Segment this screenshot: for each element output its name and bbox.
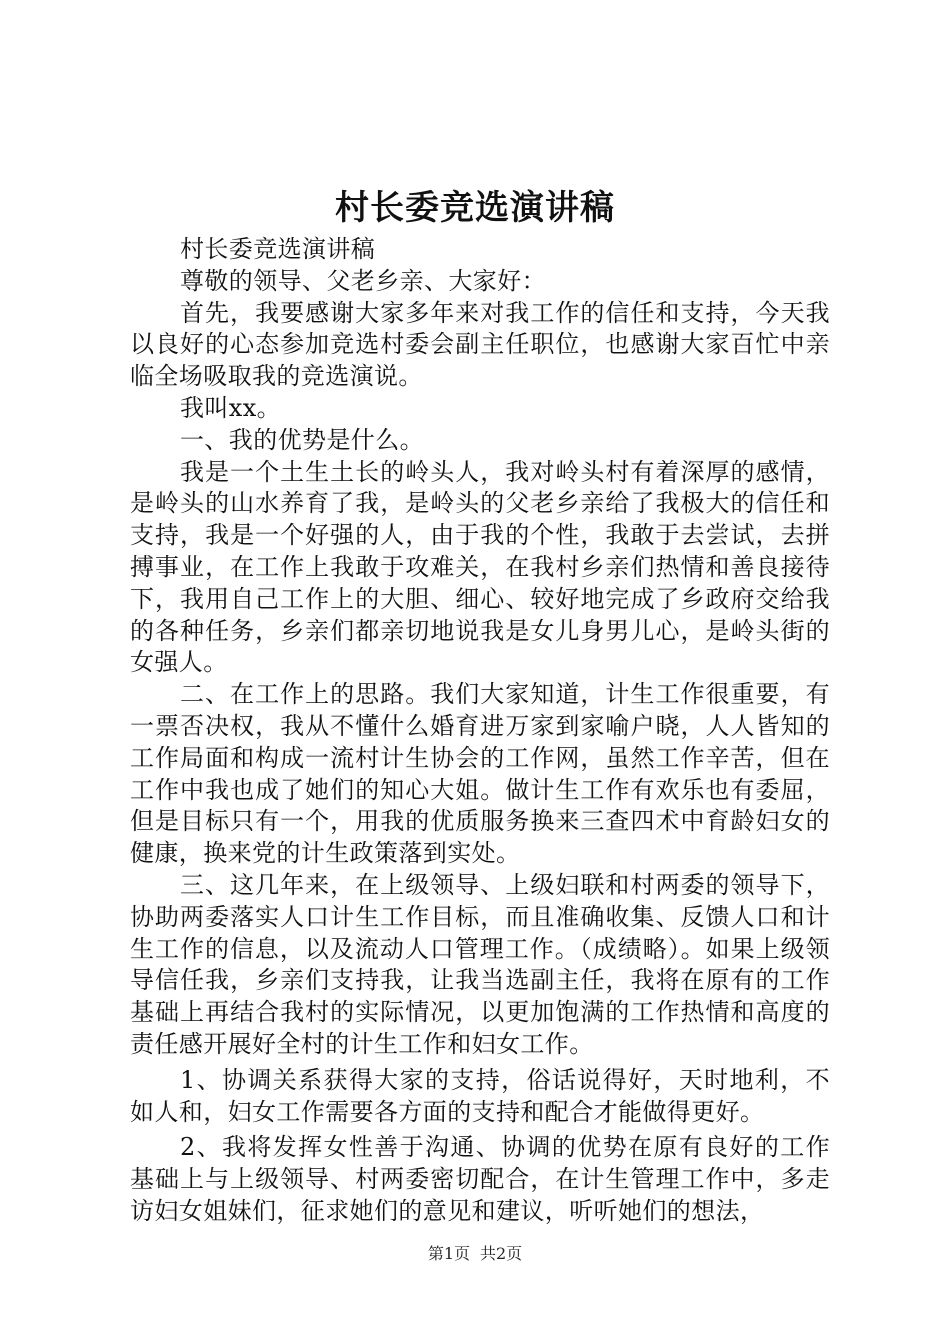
paragraph-section-two: 二、在工作上的思路。我们大家知道，计生工作很重要，有一票否决权，我从不懂什么婚育进万家到家喻户晓，人人皆知的工作局面和构成一流村计生协会的工作网，虽然工作辛苦，但在工作中我也成了她们的知心大姐。做计生工作有欢乐也有委屈，但是目标只有一个，用我的优质服务换来三查四术中育龄妇女的健康，换来党的计生政策落到实处。 [130,680,830,868]
paragraph-item-two: 2、我将发挥女性善于沟通、协调的优势在原有良好的工作基础上与上级领导、村两委密切配合，在计生管理工作中，多走访妇女姐妹们，征求她们的意见和建议，听听她们的想法， [130,1133,830,1225]
paragraph-thanks: 首先，我要感谢大家多年来对我工作的信任和支持，今天我以良好的心态参加竞选村委会副主任职位，也感谢大家百忙中亲临全场吸取我的竞选演说。 [130,298,830,391]
document-title: 村长委竞选演讲稿 [335,188,615,228]
paragraph-name: 我叫xx。 [180,393,282,422]
paragraph-advantages: 我是一个土生土长的岭头人，我对岭头村有着深厚的感情，是岭头的山水养育了我，是岭头的父老乡亲给了我极大的信任和支持，我是一个好强的人，由于我的个性，我敢于去尝试，去拼搏事业，在工作上我敢于攻难关，在我村乡亲们热情和善良接待下，我用自己工作上的大胆、细心、较好地完成了乡政府交给我的各种任务，乡亲们都亲切地说我是女儿身男儿心，是岭头街的女强人。 [130,457,830,677]
paragraph-section-three: 三、这几年来，在上级领导、上级妇联和村两委的领导下，协助两委落实人口计生工作目标，而且准确收集、反馈人口和计生工作的信息，以及流动人口管理工作。（成绩略）。如果上级领导信任我，乡亲们支持我，让我当选副主任，我将在原有的工作基础上再结合我村的实际情况，以更加饱满的工作热情和高度的责任感开展好全村的计生工作和妇女工作。 [130,870,830,1058]
document-body [130,234,830,1228]
paragraph-greeting: 尊敬的领导、父老乡亲、大家好： [180,266,546,295]
page-number-current: 第1页 [427,1244,470,1263]
paragraph-heading-repeat: 村长委竞选演讲稿 [180,235,376,263]
page-footer [0,1242,950,1266]
paragraph-section-one-heading: 一、我的优势是什么。 [180,425,424,454]
paragraph-item-one: 1、协调关系获得大家的支持，俗话说得好，天时地利，不如人和，妇女工作需要各方面的支持和配合才能做得更好。 [130,1065,830,1126]
page-number-total: 共2页 [480,1244,523,1263]
